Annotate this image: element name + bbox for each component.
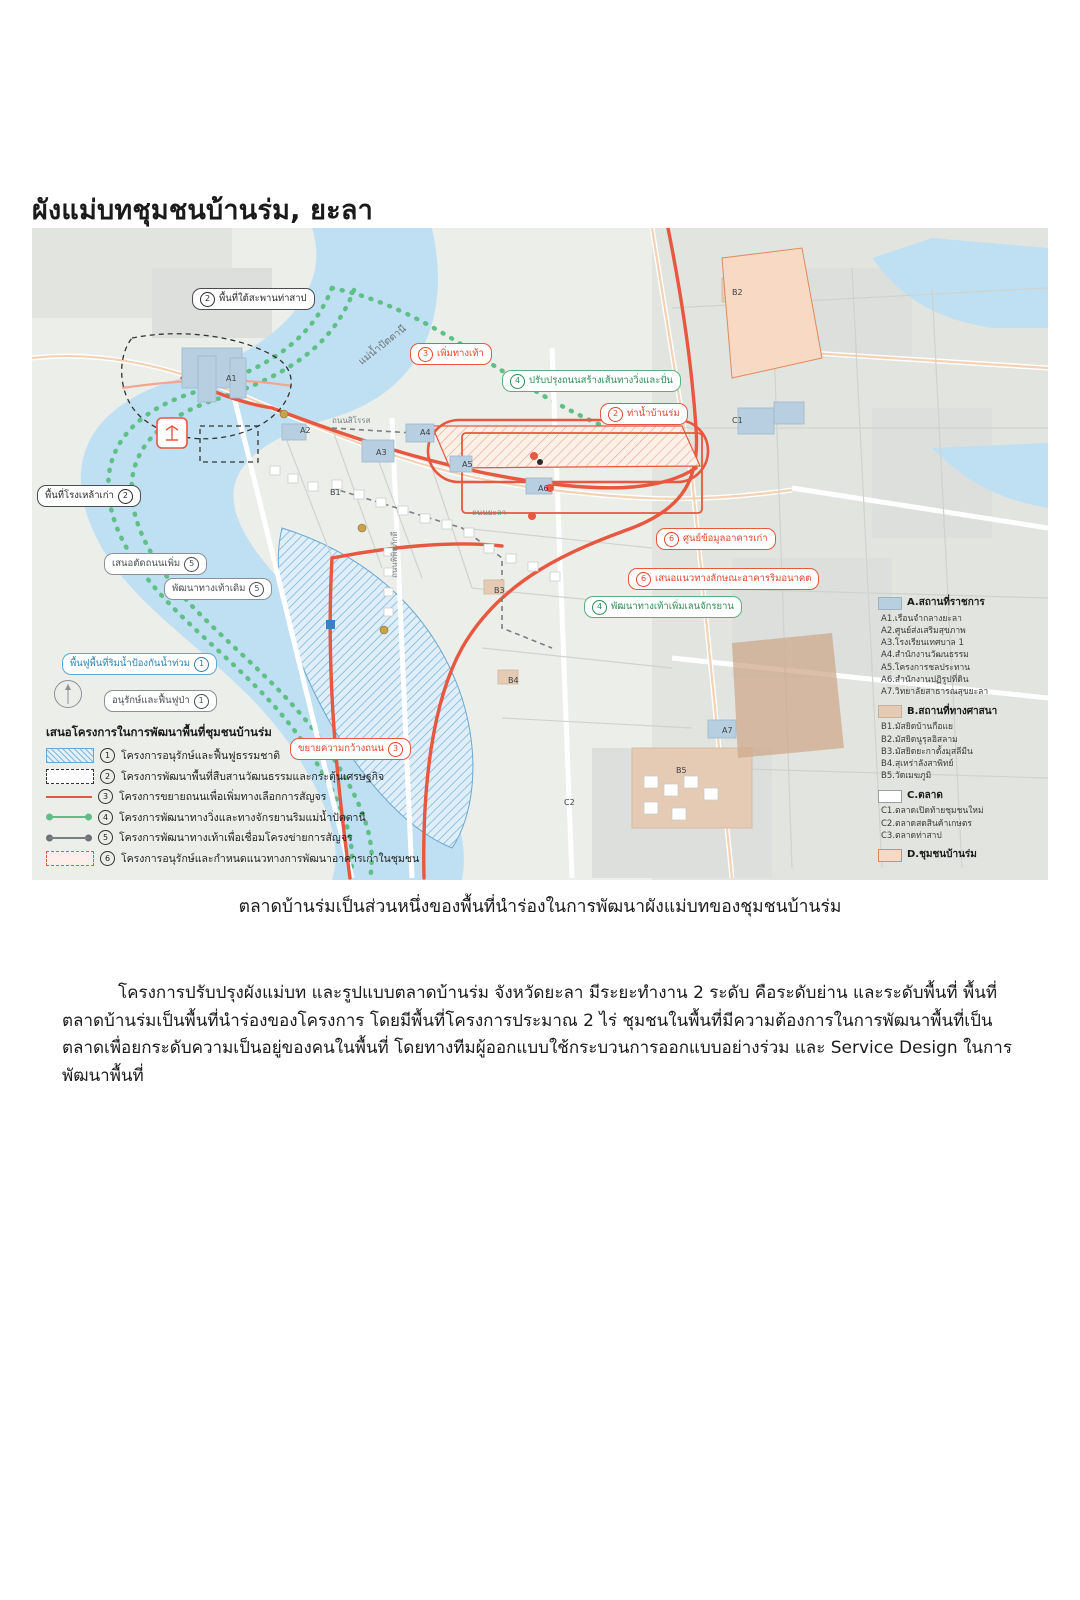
callout-label: ศูนย์ข้อมูลอาคารเก่า — [683, 532, 768, 544]
callout-label: เสนอแนวทางลักษณะอาคารริมอนาคต — [655, 572, 812, 584]
map-callout-flood-protection[interactable] — [62, 653, 217, 675]
legend-number: 3 — [98, 789, 113, 804]
place-item: A1.เรือนจำกลางยะลา — [881, 613, 962, 624]
callout-number: 1 — [194, 657, 209, 672]
building-tag: A6 — [538, 484, 549, 493]
callout-number: 6 — [636, 572, 651, 587]
map-callout-run-bike-road[interactable] — [502, 370, 681, 392]
place-item: B1.มัสยิดบ้านกือแย — [881, 722, 953, 733]
callout-number: 4 — [510, 374, 525, 389]
callout-number: 3 — [418, 347, 433, 362]
callout-number: 1 — [194, 694, 209, 709]
place-item: C3.ตลาดท่าสาป — [881, 830, 942, 841]
map-callout-bike-lane[interactable] — [584, 596, 742, 618]
place-item: A4.สำนักงานวัฒนธรรม — [881, 650, 969, 661]
legend-item-road[interactable] — [46, 788, 466, 805]
map-callout-add-footpath[interactable] — [410, 343, 492, 365]
place-group-heading — [878, 789, 1038, 804]
legend-label: โครงการอนุรักษ์และกำหนดแนวทางการพัฒนาอาคารเก่าในชุมชน — [121, 852, 420, 865]
legend-label: โครงการพัฒนาทางเท้าเพื่อเชื่อมโครงข่ายการสัญจร — [119, 832, 353, 844]
callout-label: พื้นฟูพื้นที่ริมน้ำป้องกันน้ำท่วม — [70, 657, 191, 669]
legend-swatch-green-dots — [46, 811, 92, 824]
place-item: A3.โรงเรียนเทศบาล 1 — [881, 638, 964, 649]
callout-number: 5 — [184, 557, 199, 572]
legend-label: โครงการอนุรักษ์และฟื้นฟูธรรมชาติ — [121, 750, 281, 762]
map-callout-ban-rom-pier[interactable] — [600, 403, 688, 425]
legend-swatch-dashed-red — [46, 851, 94, 866]
callout-label: พัฒนาทางเท้าเพิ่มเลนจักรยาน — [611, 600, 734, 612]
place-group-label: D.ชุมชนบ้านร่ม — [907, 849, 977, 861]
place-item: A6.สำนักงานปฏิรูปที่ดิน — [881, 675, 969, 686]
callout-label: พัฒนาทางเท้าเดิม — [172, 582, 246, 594]
building-tag: B1 — [330, 488, 341, 497]
place-group-label: B.สถานที่ทางศาสนา — [907, 705, 998, 717]
place-swatch-community — [878, 849, 902, 862]
map-callout-improve-footpath[interactable] — [164, 578, 272, 600]
place-group-heading — [878, 848, 1038, 863]
legend-number: 5 — [98, 830, 113, 845]
map-street-label: ถนนสิโรรส — [332, 416, 371, 425]
building-tag: B5 — [676, 766, 687, 775]
map-callout-underbridge[interactable] — [192, 288, 315, 310]
building-tag: C1 — [732, 416, 743, 425]
building-tag: C2 — [564, 798, 575, 807]
callout-number: 5 — [249, 582, 264, 597]
callout-label: ปรับปรุงถนนสร้างเส้นทางวิ่งและปั่น — [529, 374, 673, 386]
building-tag: A4 — [420, 428, 431, 437]
place-item: C2.ตลาดสดสินค้าเกษตร — [881, 818, 972, 829]
callout-label: เพิ่มทางเท้า — [437, 347, 484, 359]
place-swatch-religion — [878, 705, 902, 718]
place-group-heading — [878, 705, 1038, 720]
map-callout-forest-restoration[interactable] — [104, 690, 217, 712]
legend-label: โครงการพัฒนาพื้นที่สืบสานวัฒนธรรมและกระตุ้นเศรษฐกิจ — [121, 770, 385, 783]
callout-label: พื้นที่โรงเหล้าเก่า — [45, 489, 114, 501]
legend-number: 4 — [98, 810, 113, 825]
map-callout-future-building-guideline[interactable] — [628, 568, 819, 590]
legend-swatch-red-line — [46, 790, 92, 803]
building-tag: B2 — [732, 288, 743, 297]
body-paragraph: โครงการปรับปรุงผังแม่บท และรูปแบบตลาดบ้านร่ม จังหวัดยะลา มีระยะทำงาน 2 ระดับ คือระดับย่าน และระดับพื้นที่ พื้นที่ตลาดบ้านร่มเป็นพื้นที่นำร่องของโครงการ โดยมีพื้นที่โครงการประมาณ 2 ไร่ ชุมชนในพื้นที่มีความต้องการในการพัฒนาพื้นที่เป็นตลาดเพื่อยกระดับความเป็นอยู่ของคนในพื้นที่ โดยทางทีมผู้ออกแบบใช้กระบวนการออกแบบอย่างร่วม และ Service Design ในการพัฒนาพื้นที่ — [62, 983, 1012, 1086]
map-street-label: ถนนยะลา — [472, 508, 507, 517]
callout-number: 3 — [388, 742, 403, 757]
place-item: B5.วัดเมฆภูมิ — [881, 771, 932, 782]
legend-item-bikeway[interactable] — [46, 809, 466, 826]
building-tag: A3 — [376, 448, 387, 457]
legend-swatch-hatch-blue — [46, 748, 94, 763]
place-swatch-government — [878, 597, 902, 610]
callout-number: 6 — [664, 532, 679, 547]
place-group-community — [878, 848, 1038, 863]
legend-title: เสนอโครงการในการพัฒนาพื้นที่ชุมชนบ้านร่ม — [46, 725, 272, 739]
place-item: B2.มัสยิดนูรุลอิสลาม — [881, 734, 958, 745]
building-tag: A1 — [226, 374, 237, 383]
legend-item-nature[interactable] — [46, 747, 466, 764]
map-street-label: ถนนพิพิธภักดี — [390, 531, 399, 578]
map-callout-new-road[interactable] — [104, 553, 207, 575]
masterplan-map[interactable] — [32, 228, 1048, 880]
building-tag: A5 — [462, 460, 473, 469]
callout-number: 4 — [592, 600, 607, 615]
map-street-label: แม่น้ำปัตตานี — [356, 323, 409, 368]
place-group-religion — [878, 705, 1038, 783]
legend-label: โครงการขยายถนนเพื่อเพิ่มทางเลือกการสัญจร — [119, 791, 327, 803]
callout-number: 2 — [200, 292, 215, 307]
map-legend — [46, 724, 466, 870]
legend-label: โครงการพัฒนาทางวิ่งและทางจักรยานริมแม่น้ำปัตตานี — [119, 811, 366, 824]
map-callout-old-distillery[interactable] — [37, 485, 141, 507]
place-item: C1.ตลาดเปิดท้ายชุมชนใหม่ — [881, 806, 984, 817]
place-group-label: C.ตลาด — [907, 789, 943, 801]
building-tag: B3 — [494, 586, 505, 595]
place-item: B4.สุเหร่าลังสาพิทย์ — [881, 759, 954, 770]
callout-label: อนุรักษ์และฟื้นฟูป่า — [112, 694, 190, 706]
legend-swatch-dashed-black — [46, 769, 94, 784]
map-place-index — [878, 596, 1038, 869]
legend-number: 2 — [100, 769, 115, 784]
legend-number: 6 — [100, 851, 115, 866]
callout-label: พื้นที่ใต้สะพานท่าสาป — [219, 292, 307, 304]
callout-label: ท่าน้ำบ้านร่ม — [627, 407, 680, 419]
place-swatch-market — [878, 790, 902, 803]
legend-item-footpath[interactable] — [46, 829, 466, 846]
legend-number: 1 — [100, 748, 115, 763]
place-item: A2.ศูนย์ส่งเสริมสุขภาพ — [881, 625, 966, 636]
place-item: A5.โครงการชลประทาน — [881, 662, 971, 673]
callout-label: ขยายความกว้างถนน — [298, 742, 385, 754]
place-group-market — [878, 789, 1038, 842]
map-caption: ตลาดบ้านร่มเป็นส่วนหนึ่งของพื้นที่นำร่องในการพัฒนาผังแม่บทของชุมชนบ้านร่ม — [238, 897, 842, 917]
legend-item-culture[interactable] — [46, 768, 466, 785]
legend-swatch-grey-dots — [46, 831, 92, 844]
callout-label: เสนอตัดถนนเพิ่ม — [112, 557, 181, 569]
page-title: ผังแม่บทชุมชนบ้านร่ม, ยะลา — [32, 195, 373, 227]
map-callout-heritage-info-center[interactable] — [656, 528, 776, 550]
place-item: B3.มัสยิดยะกาตั้งมุสลีมีน — [881, 746, 973, 757]
place-group-heading — [878, 596, 1038, 611]
legend-item-heritage-building[interactable] — [46, 850, 466, 867]
place-group-government — [878, 596, 1038, 699]
north-arrow-icon — [54, 680, 82, 708]
callout-number: 2 — [118, 489, 133, 504]
building-tag: A2 — [300, 426, 311, 435]
place-group-label: A.สถานที่ราชการ — [907, 597, 985, 608]
callout-number: 2 — [608, 407, 623, 422]
building-tag: B4 — [508, 676, 519, 685]
building-tag: A7 — [722, 726, 733, 735]
place-item: A7.วิทยาลัยสาธารณสุขยะลา — [881, 687, 989, 698]
